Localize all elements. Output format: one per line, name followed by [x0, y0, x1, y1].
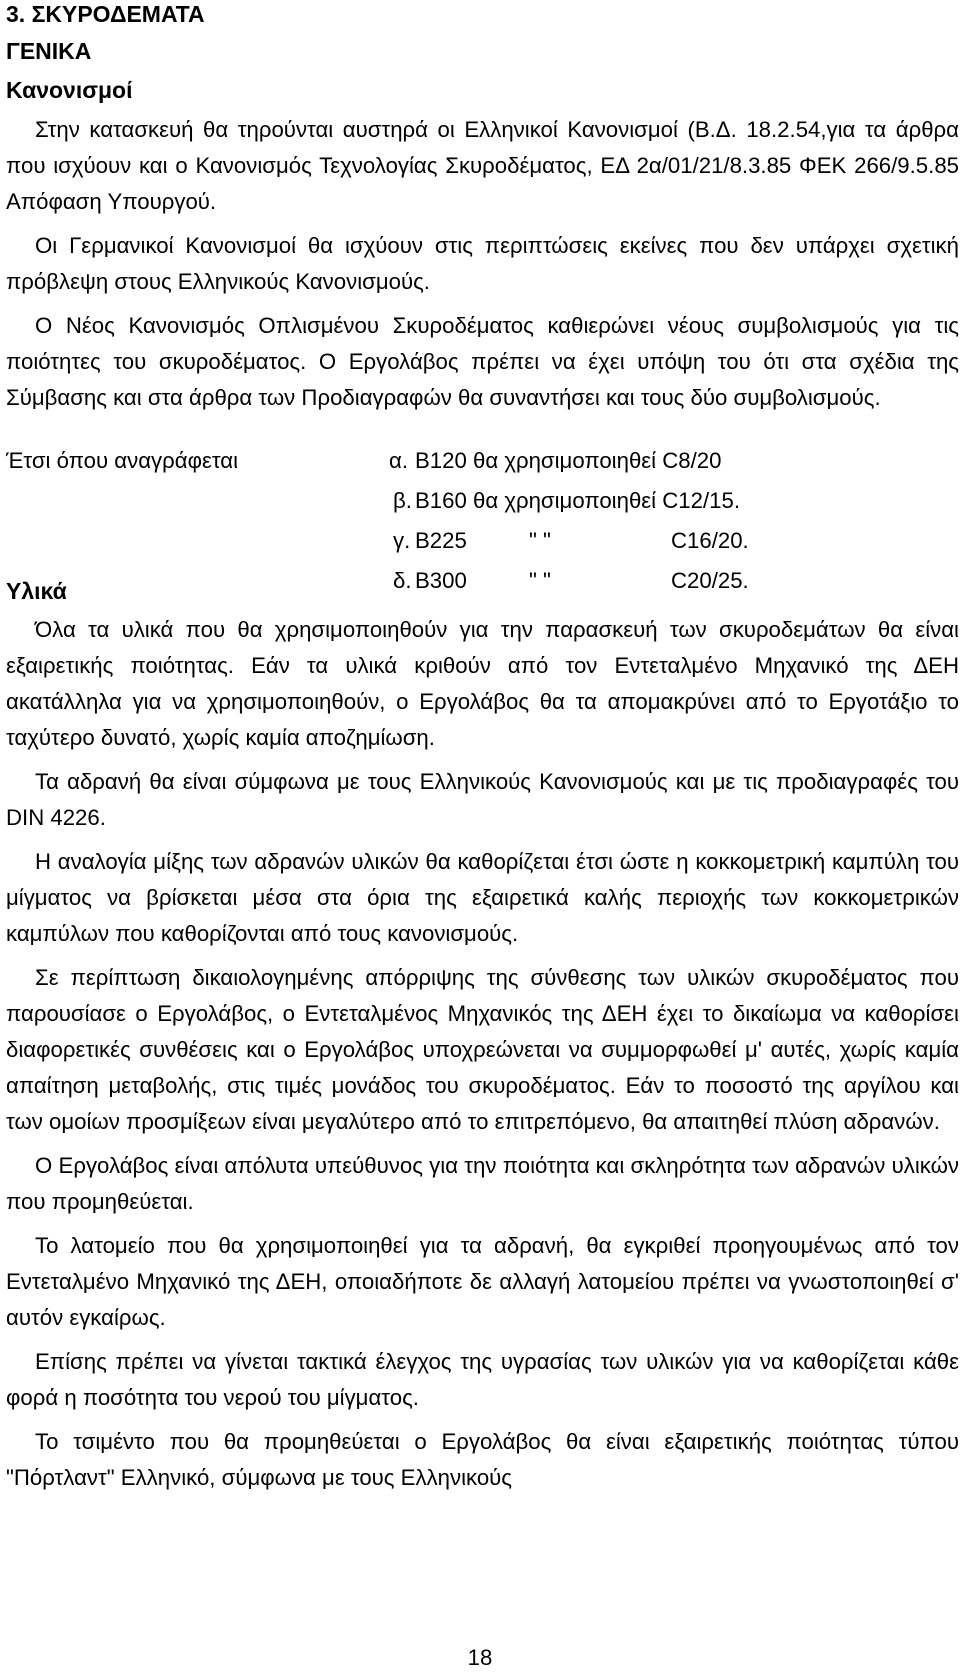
grade-text: B300 — [415, 568, 467, 593]
paragraph: Τα αδρανή θα είναι σύμφωνα με τους Ελληνικούς Κανονισμούς και με τις προδιαγραφές του DIN 4226. — [6, 769, 959, 830]
paragraph: Το τσιμέντο που θα προμηθεύεται ο Εργολάβος θα είναι εξαιρετικής ποιότητας τύπου "Πόρτλαντ" Ελληνικό, σύμφωνα με τους Ελληνικούς — [6, 1429, 959, 1490]
grades-intro: Έτσι όπου αναγράφεται — [6, 448, 239, 473]
grade-letter: α. — [389, 448, 408, 473]
paragraph: Οι Γερμανικοί Κανονισμοί θα ισχύουν στις περιπτώσεις εκείνες που δεν υπάρχει σχετική πρόβλεψη στους Ελληνικούς Κανονισμούς. — [6, 233, 959, 294]
grade-class: C16/20. — [671, 528, 749, 553]
grade-row — [6, 443, 959, 483]
grade-row — [6, 483, 959, 523]
grade-text: B120 θα χρησιμοποιηθεί C8/20 — [415, 448, 722, 473]
regulations-section — [6, 112, 959, 416]
general-heading: ΓΕΝΙΚΑ — [6, 38, 92, 64]
page-number: 18 — [467, 1645, 493, 1670]
paragraph: Σε περίπτωση δικαιολογημένης απόρριψης της σύνθεσης των υλικών σκυροδέματος που παρουσίασε ο Εργολάβος, ο Εντεταλμένος Μηχανικός της ΔΕΗ έχει το δικαίωμα να καθορίσει διαφορετικές συνθέσεις και ο Εργολάβος υποχρεώνεται να συμμορφωθεί μ' αυτές, χωρίς καμία απαίτηση μεταβολής, στις τιμές μονάδος του σκυροδέματος. Εάν το ποσοστό της αργίλου και των ομοίων προσμίξεων είναι μεγαλύτερο από το επιτρεπόμενο, θα απαιτηθεί πλύση αδρανών. — [6, 965, 959, 1134]
ditto-mark: " " — [529, 528, 551, 553]
grade-class: C20/25. — [671, 568, 749, 593]
paragraph: Στην κατασκευή θα τηρούνται αυστηρά οι Ελληνικοί Κανονισμοί (Β.Δ. 18.2.54,για τα άρθρα που ισχύουν και ο Κανονισμός Τεχνολογίας Σκυροδέματος, ΕΔ 2α/01/21/8.3.85 ΦΕΚ 266/9.5.85 Απόφαση Υπουργού. — [6, 117, 959, 214]
regulations-heading: Κανονισμοί — [6, 77, 133, 103]
grade-letter: β. — [393, 488, 412, 513]
grade-letter: γ. — [393, 528, 411, 553]
grade-letter: δ. — [393, 568, 412, 593]
ditto-mark: " " — [529, 568, 551, 593]
grade-row — [6, 523, 959, 563]
grade-text: B225 — [415, 528, 467, 553]
grade-row — [6, 563, 959, 603]
paragraph: Ο Νέος Κανονισμός Οπλισμένου Σκυροδέματος καθιερώνει νέους συμβολισμούς για τις ποιότητες του σκυροδέματος. Ο Εργολάβος πρέπει να έχει υπόψη του ότι στα σχέδια της Σύμβασης και στα άρθρα των Προδιαγραφών θα συναντήσει και τους δύο συμβολισμούς. — [6, 313, 959, 410]
paragraph: Η αναλογία μίξης των αδρανών υλικών θα καθορίζεται έτσι ώστε η κοκκομετρική καμπύλη του μίγματος να βρίσκεται μέσα στα όρια της εξαιρετικά καλής περιοχής των κοκκομετρικών καμπύλων που καθορίζονται από τους κανονισμούς. — [6, 849, 959, 946]
materials-section — [6, 612, 959, 1496]
concrete-grades-list — [6, 443, 959, 603]
paragraph: Επίσης πρέπει να γίνεται τακτικά έλεγχος της υγρασίας των υλικών για να καθορίζεται κάθε φορά η ποσότητα του νερού του μίγματος. — [6, 1349, 959, 1410]
section-title: 3. ΣΚΥΡΟΔΕΜΑΤΑ — [6, 1, 205, 27]
materials-heading: Υλικά — [6, 578, 67, 604]
grade-text: B160 θα χρησιμοποιηθεί C12/15. — [415, 488, 740, 513]
paragraph: Ο Εργολάβος είναι απόλυτα υπεύθυνος για την ποιότητα και σκληρότητα των αδρανών υλικών που προμηθεύεται. — [6, 1153, 959, 1214]
paragraph: Όλα τα υλικά που θα χρησιμοποιηθούν για την παρασκευή των σκυροδεμάτων θα είναι εξαιρετικής ποιότητας. Εάν τα υλικά κριθούν από τον Εντεταλμένο Μηχανικό της ΔΕΗ ακατάλληλα για να χρησιμοποιηθούν, ο Εργολάβος θα τα απομακρύνει από το Εργοτάξιο το ταχύτερο δυνατό, χωρίς καμία αποζημίωση. — [6, 617, 959, 750]
paragraph: Το λατομείο που θα χρησιμοποιηθεί για τα αδρανή, θα εγκριθεί προηγουμένως από τον Εντεταλμένο Μηχανικό της ΔΕΗ, οποιαδήποτε δε αλλαγή λατομείου πρέπει να γνωστοποιηθεί σ' αυτόν εγκαίρως. — [6, 1233, 959, 1330]
